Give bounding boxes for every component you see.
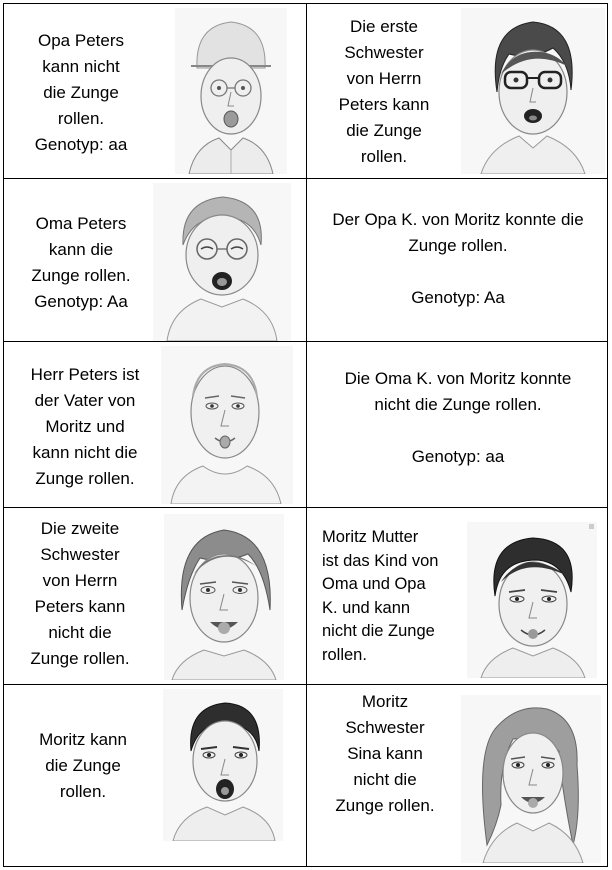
genetics-card-sheet (3, 3, 608, 867)
moritz-portrait (163, 689, 283, 841)
card-moritz (4, 685, 306, 866)
card-opa-peters (4, 4, 306, 178)
card-text: Moritz kann die Zunge rollen. (39, 730, 127, 801)
first-sister-portrait (461, 8, 605, 174)
card-text: Moritz Schwester Sina kann nicht die Zunge rollen. (335, 692, 435, 815)
card-sina (307, 685, 609, 866)
mother-portrait (467, 522, 597, 678)
card-oma-peters (4, 179, 306, 341)
card-zweite-schwester (4, 508, 306, 684)
card-text: Herr Peters ist der Vater von Moritz und kann nicht die Zunge rollen. (30, 365, 140, 488)
second-sister-portrait (164, 514, 284, 680)
grandmother-portrait (153, 183, 291, 341)
card-oma-k (307, 342, 609, 507)
card-text: Opa Peters kann nicht die Zunge rollen. Genotyp: aa (34, 31, 128, 154)
card-text: Moritz Mutter ist das Kind von Oma und Opa K. und kann nicht die Zunge rollen. (322, 528, 439, 664)
card-text: Der Opa K. von Moritz konnte die Zunge rollen. Genotyp: Aa (332, 210, 584, 307)
card-text: Oma Peters kann die Zunge rollen. Genotyp: Aa (31, 214, 131, 311)
grandfather-portrait (175, 8, 287, 174)
card-herr-peters (4, 342, 306, 507)
card-moritz-mutter (307, 508, 609, 684)
card-text: Die erste Schwester von Herrn Peters kann die Zunge rollen. (338, 17, 430, 166)
sina-portrait (461, 695, 601, 863)
card-opa-k (307, 179, 609, 341)
father-portrait (161, 346, 293, 504)
card-text: Die zweite Schwester von Herrn Peters kann nicht die Zunge rollen. (30, 519, 130, 668)
card-text: Die Oma K. von Moritz konnte nicht die Zunge rollen. Genotyp: aa (344, 369, 572, 466)
card-erste-schwester (307, 4, 609, 178)
